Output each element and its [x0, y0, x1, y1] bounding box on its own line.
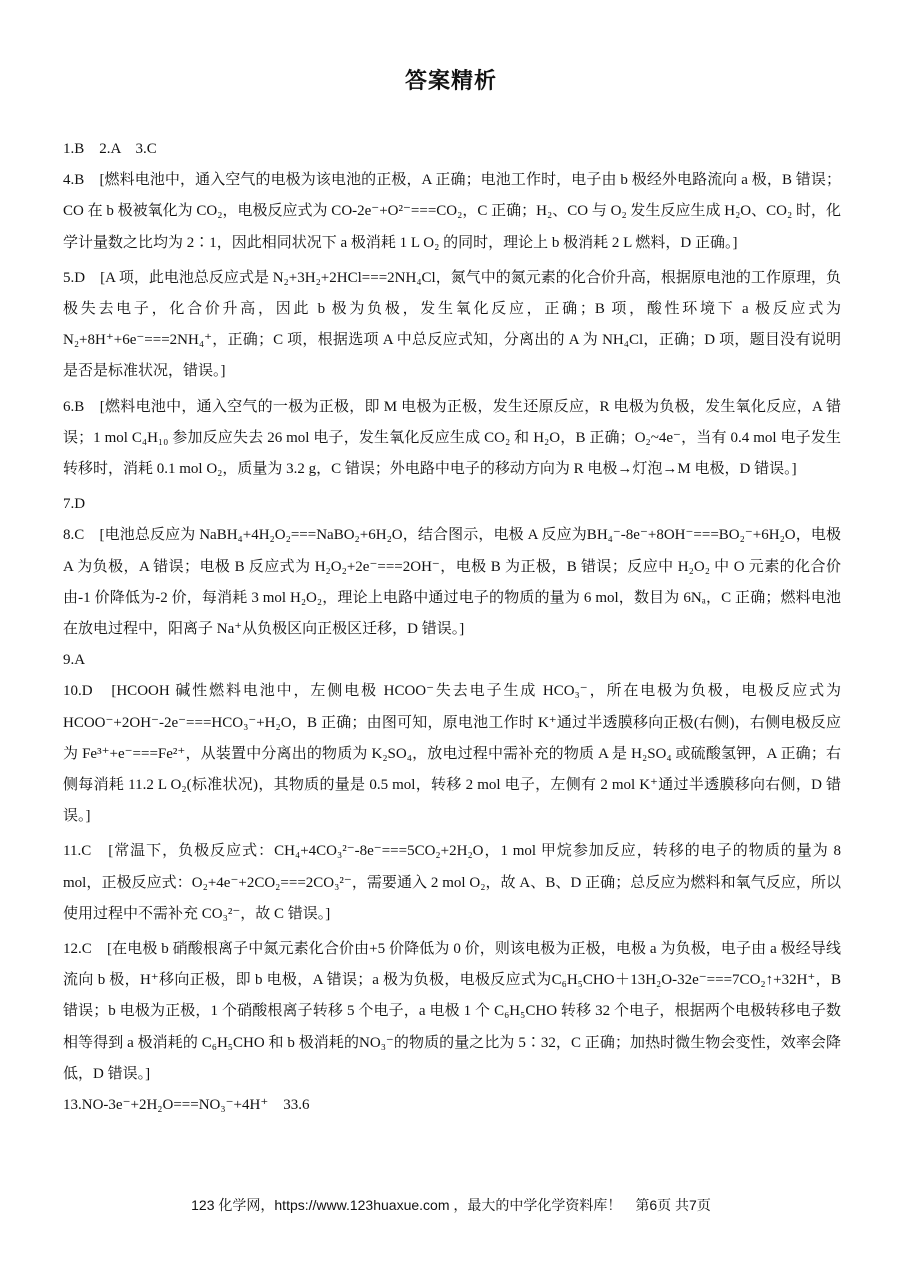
answer-item-4: 4.B [燃料电池中，通入空气的电极为该电池的正极，A 正确；电池工作时，电子由 b 极经外电路流向 a 极，B 错误；CO 在 b 极被氧化为 CO₂，电极反应式为 CO-2e⁻+O²⁻===CO₂，C 正确；H₂、CO 与 O₂ 发生反应生成 H₂O、CO₂ 时，化学计量数之比均为 2∶1，因此相同状况下 a 极消耗 1 L O₂ 的同时，理论上 b 极消耗 2 L 燃料，D 正确。]: [63, 172, 841, 251]
answer-item-12: 12.C [在电极 b 硝酸根离子中氮元素化合价由+5 价降低为 0 价，则该电极为正极，电极 a 为负极，电子由 a 极经导线流向 b 极，H⁺移向正极，即 b 电极，A 错误；a 极为负极，电极反应式为C₆H₅CHO＋13H₂O-32e⁻===7CO₂↑+32H⁺，B 错误；b 电极为正极，1 个硝酸根离子转移 5 个电子，a 电极 1 个 C₆H₅CHO 转移 32 个电子，根据两个电极转移电子数相等得到 a 极消耗的 C₆H₅CHO 和 b 极消耗的NO₃⁻的物质的量之比为 5∶32，C 正确；加热时微生物会变性，效率会降低，D 错误。]: [63, 941, 841, 1082]
answer-item-13: 13.NO-3e⁻+2H₂O===NO₃⁻+4H⁺ 33.6: [63, 1097, 310, 1114]
answer-item-1-3: 1.B 2.A 3.C: [63, 141, 157, 157]
answer-item-7: 7.D: [63, 496, 86, 513]
answer-item-9: 9.A: [63, 652, 86, 669]
answer-item-6: 6.B [燃料电池中，通入空气的一极为正极，即 M 电极为正极，发生还原反应，R 电极为负极，发生氧化反应，A 错误；1 mol C₄H₁₀ 参加反应失去 26 mol 电子，发生氧化反应生成 CO₂ 和 H₂O，B 正确；O₂~4e⁻，当有 0.4 mol 电子发生转移时，消耗 0.1 mol O₂，质量为 3.2 g，C 错误；外电路中电子的移动方向为 R 电极→灯泡→M 电极，D 错误。]: [63, 398, 841, 478]
page-title: 答案精析: [404, 69, 497, 94]
answer-item-10: 10.D [HCOOH 碱性燃料电池中，左侧电极 HCOO⁻失去电子生成 HCO₃⁻，所在电极为负极，电极反应式为 HCOO⁻+2OH⁻-2e⁻===HCO₃⁻+H₂O，B 正确；由图可知，原电池工作时 K⁺通过半透膜移向正极(右侧)，右侧电极反应为 Fe³⁺+e⁻===Fe²⁺，从装置中分离出的物质为 K₂SO₄，放电过程中需补充的物质 A 是 H₂SO₄ 或硫酸氢钾，A 正确；右侧每消耗 11.2 L O₂(标准状况)，其物质的量是 0.5 mol，转移 2 mol 电子，左侧有 2 mol K⁺通过半透膜移向右侧，D 错误。]: [63, 683, 841, 825]
answer-item-5: 5.D [A 项，此电池总反应式是 N₂+3H₂+2HCl===2NH₄Cl，氮气中的氮元素的化合价升高，根据原电池的工作原理，负极失去电子，化合价升高，因此 b 极为负极，发生氧化反应，正确；B 项，酸性环境下 a 极反应式为 N₂+8H⁺+6e⁻===2NH₄⁺，正确；C 项，根据选项 A 中总反应式知，分离出的 A 为 NH₄Cl，正确；D 项，题目没有说明是否是标准状况，错误。]: [63, 269, 841, 380]
answer-list: [63, 134, 841, 1121]
page-footer: 123 化学网，https://www.123huaxue.com ，最大的中学化学资料库！ 第6页 共7页: [191, 1197, 711, 1213]
answer-item-8: 8.C [电池总反应为 NaBH₄+4H₂O₂===NaBO₂+6H₂O，结合图示，电极 A 反应为BH₄⁻-8e⁻+8OH⁻===BO₂⁻+6H₂O，电极 A 为负极，A 错误；电极 B 反应式为 H₂O₂+2e⁻===2OH⁻，电极 B 为正极，B 错误；反应中 H₂O₂ 中 O 元素的化合价由-1 价降低为-2 价，每消耗 3 mol H₂O₂，理论上电路中通过电子的物质的量为 6 mol，数目为 6Nₐ，C 正确；燃料电池在放电过程中，阳离子 Na⁺从负极区向正极区迁移，D 错误。]: [63, 527, 841, 638]
answer-item-11: 11.C [常温下，负极反应式：CH₄+4CO₃²⁻-8e⁻===5CO₂+2H₂O，1 mol 甲烷参加反应，转移的电子的物质的量为 8 mol，正极反应式：O₂+4e⁻+2CO₂===2CO₃²⁻，需要通入 2 mol O₂，故 A、B、D 正确；总反应为燃料和氧气反应，所以使用过程中不需补充 CO₃²⁻，故 C 错误。]: [63, 843, 841, 922]
